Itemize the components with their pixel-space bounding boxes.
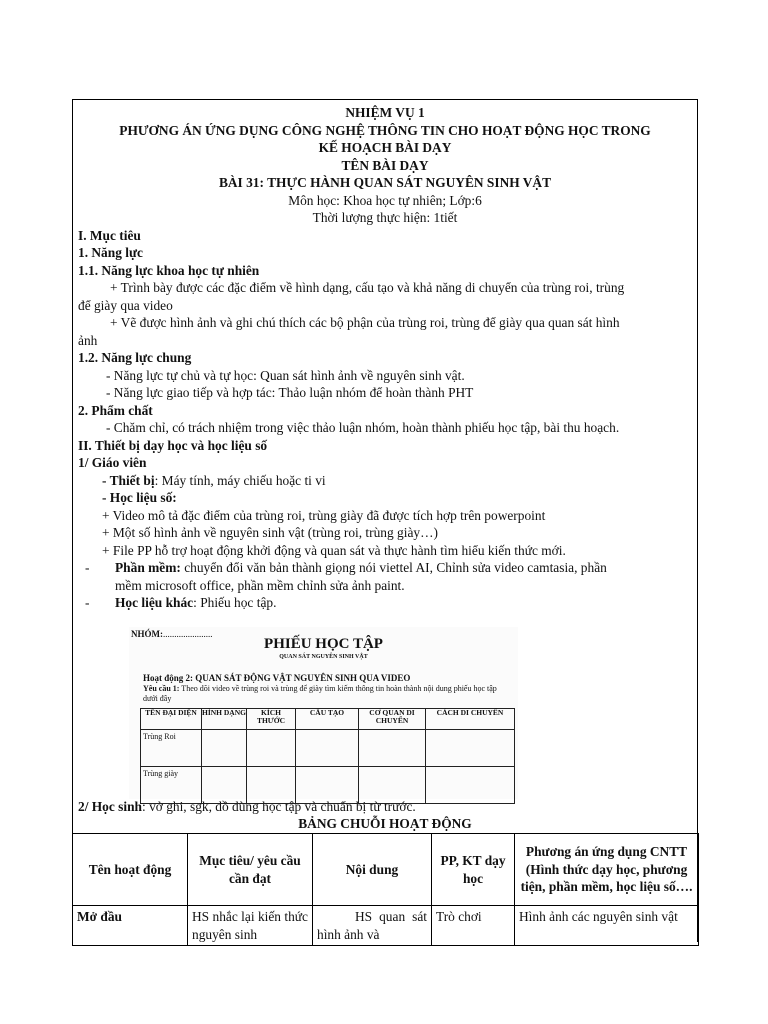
objective-1a: + Trình bày được các đặc điểm về hình dạng, cấu tạo và khả năng di chuyển của trùng roi, trùng	[110, 280, 625, 295]
worksheet-row-label: Trùng giày	[141, 767, 202, 804]
objective-1b: để giày qua video	[78, 297, 173, 313]
general-competence-1: - Năng lực tự chủ và tự học: Quan sát hình ảnh về nguyên sinh vật.	[106, 367, 465, 383]
section-general-competence: 1.2. Năng lực chung	[78, 350, 192, 365]
worksheet-row-label: Trùng Roi	[141, 730, 202, 767]
lesson-name-label: TÊN BÀI DẠY	[341, 157, 429, 173]
objective-2b: ảnh	[78, 332, 98, 348]
lesson-title: BÀI 31: THỰC HÀNH QUAN SÁT NGUYÊN SINH VẬT	[218, 175, 552, 190]
activity-content: HS quan sát hình ảnh và	[313, 906, 432, 946]
qualities-text: - Chăm chỉ, có trách nhiệm trong việc thảo luận nhóm, hoàn thành phiếu học tập, bài thu hoạch.	[106, 420, 620, 435]
objective-2a: + Vẽ được hình ảnh và ghi chú thích các bộ phận của trùng roi, trùng để giày qua quan sát hình	[110, 315, 620, 330]
other-materials-item	[78, 594, 692, 612]
worksheet-row	[141, 767, 515, 804]
activity-it: Hình ảnh các nguyên sinh vật	[515, 906, 699, 946]
activity-table-title: BẢNG CHUỖI HOẠT ĐỘNG	[298, 816, 472, 831]
software-item	[78, 559, 692, 594]
worksheet-requirement: Yêu cầu 1: Theo dõi video về trùng roi và trùng để giày tìm kiếm thông tin hoàn thành nội dung phiếu học tập dưới đây	[143, 684, 497, 703]
worksheet-subtitle: QUAN SÁT NGUYÊN SINH VẬT	[279, 654, 368, 660]
section-equipment: II. Thiết bị dạy học và học liệu số	[78, 437, 268, 453]
activity-table-header	[73, 834, 699, 906]
col-content: Nội dung	[313, 834, 432, 906]
col-activity-name: Tên hoạt động	[73, 834, 188, 906]
col-it-plan: Phương án ứng dụng CNTT (Hình thức dạy học, phương tiện, phần mềm, học liệu số….	[515, 834, 699, 906]
table-row	[73, 906, 699, 946]
subject-line: Môn học: Khoa học tự nhiên; Lớp:6	[288, 192, 482, 208]
activity-table	[72, 833, 699, 946]
section-science-competence: 1.1. Năng lực khoa học tự nhiên	[78, 262, 260, 278]
other-materials-text: : Phiếu học tập.	[193, 595, 277, 610]
worksheet-row	[141, 730, 515, 767]
duration-line: Thời lượng thực hiện: 1tiết	[312, 210, 458, 225]
equipment-line	[78, 472, 692, 490]
student-label: 2/ Học sinh	[78, 799, 142, 814]
software-label: Phần mềm:	[115, 560, 181, 575]
other-materials-label: Học liệu khác	[115, 595, 194, 610]
section-teacher: 1/ Giáo viên	[78, 455, 147, 470]
software-text-b: mềm microsoft office, phần mềm chỉnh sửa ảnh paint.	[115, 577, 405, 593]
task-title: NHIỆM VỤ 1	[345, 105, 425, 120]
plan-title-line2: KẾ HOẠCH BÀI DẠY	[318, 140, 452, 155]
worksheet-col-header: TÊN ĐẠI DIỆN	[141, 709, 202, 730]
section-qualities: 2. Phẩm chất	[78, 402, 153, 418]
activity-method: Trò chơi	[432, 906, 515, 946]
dash-bullet: -	[85, 595, 90, 610]
worksheet-col-header: CƠ QUAN DI CHUYỂN	[359, 709, 426, 730]
section-objectives: I. Mục tiêu	[78, 227, 141, 243]
activity-name: Mở đầu	[73, 906, 188, 946]
worksheet-col-header: CÁCH DI CHUYỂN	[426, 709, 515, 730]
activity-goal: HS nhắc lại kiến thức nguyên sinh	[188, 906, 313, 946]
software-text-a: chuyển đổi văn bản thành giọng nói viettel AI, Chỉnh sửa video camtasia, phần	[180, 560, 607, 575]
worksheet-title: PHIẾU HỌC TẬP	[264, 636, 383, 652]
digital-material-1: + Video mô tả đặc điểm của trùng roi, trùng giày đã được tích hợp trên powerpoint	[102, 507, 546, 523]
digital-material-3: + File PP hỗ trợ hoạt động khởi động và quan sát và thực hành tìm hiểu kiến thức mới.	[102, 542, 566, 558]
worksheet-col-header: KÍCH THƯỚC	[247, 709, 296, 730]
plan-title-line1: PHƯƠNG ÁN ỨNG DỤNG CÔNG NGHỆ THÔNG TIN CHO HOẠT ĐỘNG HỌC TRONG	[119, 122, 651, 138]
worksheet-image	[129, 627, 518, 799]
worksheet-group: NHÓM:......................	[131, 629, 213, 639]
student-text: : vở ghi, sgk, đồ dùng học tập và chuẩn bị từ trước.	[142, 799, 416, 814]
digital-materials-label: - Học liệu số:	[102, 490, 177, 505]
general-competence-2: - Năng lực giao tiếp và hợp tác: Thảo luận nhóm để hoàn thành PHT	[106, 385, 474, 400]
worksheet-table	[140, 708, 515, 804]
col-goal: Mục tiêu/ yêu cầu cần đạt	[188, 834, 313, 906]
col-method: PP, KT dạy học	[432, 834, 515, 906]
digital-material-2: + Một số hình ảnh về nguyên sinh vật (trùng roi, trùng giày…)	[102, 525, 438, 540]
equipment-text: : Máy tính, máy chiếu hoặc ti vi	[154, 472, 326, 488]
section-competence: 1. Năng lực	[78, 245, 143, 260]
worksheet-activity: Hoạt động 2: QUAN SÁT ĐỘNG VẬT NGUYÊN SINH QUA VIDEO	[143, 673, 411, 683]
equipment-label: - Thiết bị	[102, 472, 155, 488]
worksheet-col-header: CẤU TẠO	[296, 709, 359, 730]
dash-bullet: -	[85, 560, 90, 575]
worksheet-col-header: HÌNH DẠNG	[202, 709, 247, 730]
document-body	[78, 104, 692, 831]
